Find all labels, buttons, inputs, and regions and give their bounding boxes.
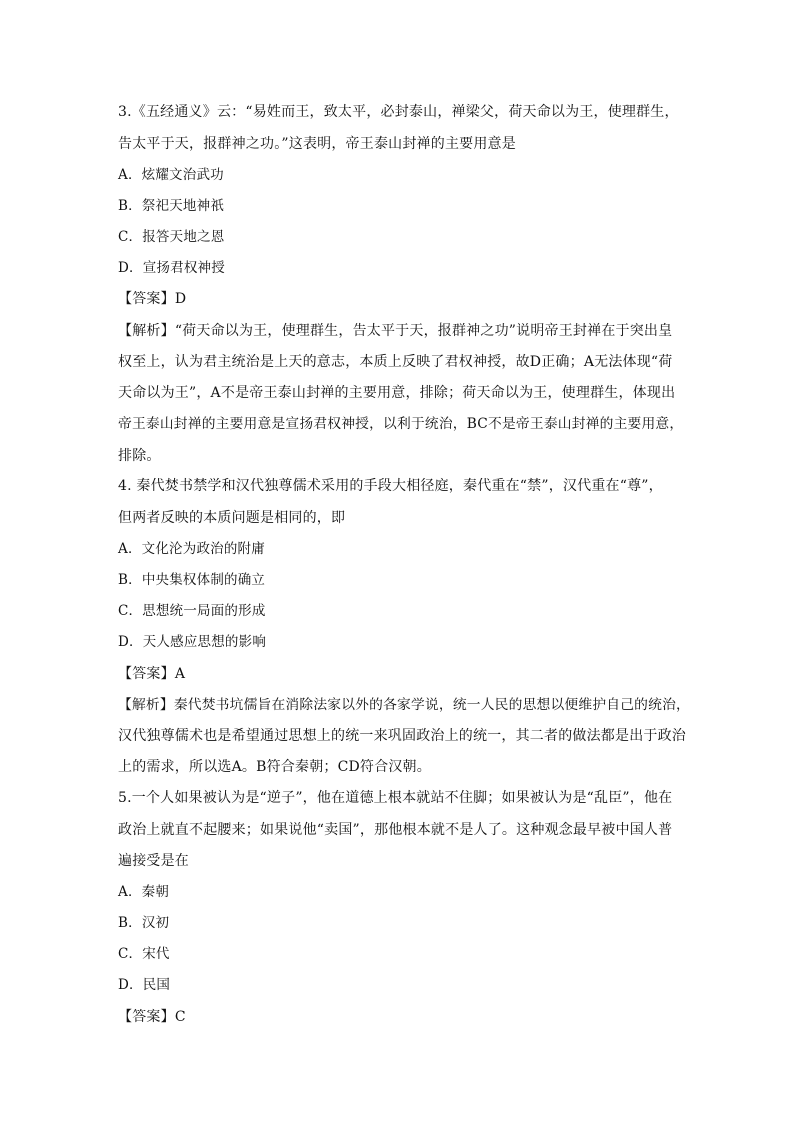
- q3-analysis-line-2: 权至上，认为君主统治是上天的意志，本质上反映了君权神授，故D正确；A无法体现“荷: [118, 354, 673, 370]
- q5-stem-line-3: 遍接受是在: [118, 853, 189, 869]
- q4-analysis-label: 【解析】: [118, 697, 174, 713]
- q4-answer-label: 【答案】: [118, 666, 175, 682]
- q3-option-b: B．祭祀天地神祇: [118, 198, 225, 214]
- q4-stem-line-1: 4. 秦代焚书禁学和汉代独尊儒术采用的手段大相径庭，秦代重在“禁”，汉代重在“尊”，: [118, 478, 663, 494]
- q4-option-b: B．中央集权体制的确立: [118, 572, 266, 588]
- q3-answer-value: D: [174, 291, 187, 307]
- q3-stem-line-1: 3.《五经通义》云：“易姓而王，致太平，必封泰山，禅梁父，荷天命以为王，使理群生，: [118, 104, 679, 120]
- q5-stem-line-1: 5.一个人如果被认为是“逆子”，他在道德上根本就站不住脚；如果被认为是“乱臣”，他在: [118, 790, 673, 806]
- q3-option-a: A．炫耀文治武功: [118, 167, 224, 183]
- q5-answer-label: 【答案】: [118, 1009, 175, 1025]
- q3-answer: [118, 289, 688, 309]
- q3-answer-label: 【答案】: [118, 291, 175, 307]
- q4-stem-line-2: 但两者反映的本质问题是相同的，即: [118, 510, 346, 526]
- q3-option-c: C．报答天地之恩: [118, 229, 225, 245]
- q3-analysis-line-1: [118, 321, 688, 341]
- q4-answer-value: A: [174, 666, 186, 682]
- q5-answer: [118, 1007, 688, 1027]
- q5-stem-line-2: 政治上就直不起腰来；如果说他“卖国”，那他根本就不是人了。这种观念最早被中国人普: [118, 822, 673, 838]
- q3-stem-line-2: 告太平于天，报群神之功。”这表明，帝王泰山封禅的主要用意是: [118, 136, 516, 152]
- q4-answer: [118, 664, 688, 684]
- q5-option-b: B．汉初: [118, 915, 170, 931]
- q4-analysis-text-1: 秦代焚书坑儒旨在消除法家以外的各家学说，统一人民的思想以便维护自己的统治，: [173, 697, 690, 713]
- q5-option-d: D．民国: [118, 977, 171, 993]
- q4-analysis-line-3: 上的需求，所以选A。B符合秦朝；CD符合汉朝。: [118, 759, 431, 775]
- q4-option-d: D．天人感应思想的影响: [118, 634, 267, 650]
- q3-analysis-text-1: “荷天命以为王，使理群生，告太平于天，报群神之功”说明帝王封禅在于突出皇: [174, 323, 673, 339]
- q3-analysis-label: 【解析】: [118, 323, 175, 339]
- q5-option-a: A．秦朝: [118, 884, 170, 900]
- q5-option-c: C．宋代: [118, 946, 170, 962]
- q3-analysis-line-5: 排除。: [118, 448, 161, 464]
- q3-option-d: D．宣扬君权神授: [118, 260, 225, 276]
- q3-analysis-line-3: 天命以为王”，A不是帝王泰山封禅的主要用意，排除；荷天命以为王，使理群生，体现出: [118, 385, 676, 401]
- q4-option-a: A．文化沦为政治的附庸: [118, 541, 265, 557]
- q3-analysis-line-4: 帝王泰山封禅的主要用意是宣扬君权神授，以利于统治，BC不是帝王泰山封禅的主要用意，: [118, 416, 684, 432]
- q4-analysis-line-2: 汉代独尊儒术也是希望通过思想上的统一来巩固政治上的统一，其二者的做法都是出于政治: [118, 728, 686, 744]
- q4-option-c: C．思想统一局面的形成: [118, 603, 266, 619]
- q4-analysis-line-1: [118, 695, 688, 715]
- q5-answer-value: C: [174, 1009, 186, 1025]
